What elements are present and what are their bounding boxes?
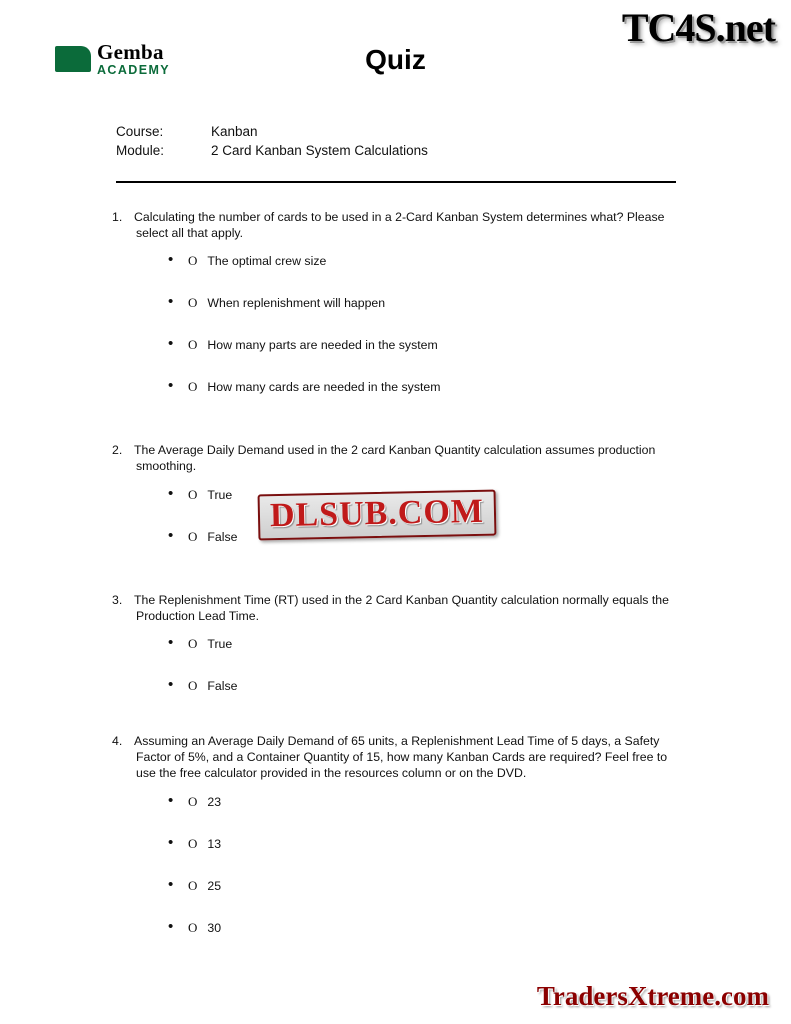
radio-icon[interactable]: • O	[188, 486, 198, 502]
radio-icon[interactable]: • O	[188, 253, 198, 269]
section-spacer	[116, 720, 686, 734]
radio-icon[interactable]: • O	[188, 295, 198, 311]
radio-icon[interactable]: • O	[188, 919, 198, 935]
option-label: 23	[207, 794, 222, 809]
options-list	[116, 636, 686, 694]
question-number: 4.	[112, 734, 123, 749]
option-label: 25	[207, 878, 222, 893]
option-label: False	[207, 529, 238, 544]
option-label: True	[207, 637, 233, 652]
module-value: 2 Card Kanban System Calculations	[211, 143, 428, 158]
header-divider	[116, 181, 676, 183]
section-spacer	[116, 421, 686, 443]
option-label: 30	[207, 920, 222, 935]
option-item[interactable]	[188, 253, 686, 269]
option-label: True	[207, 487, 233, 502]
option-label: How many cards are needed in the system	[207, 380, 441, 395]
option-label: 13	[207, 836, 222, 851]
radio-icon[interactable]: • O	[188, 528, 198, 544]
radio-icon[interactable]: • O	[188, 379, 198, 395]
radio-icon[interactable]: • O	[188, 337, 198, 353]
meta-row-course	[116, 124, 428, 139]
radio-icon[interactable]: • O	[188, 835, 198, 851]
watermark-bottom-right: TradersXtreme.com	[536, 981, 769, 1011]
question-body: Assuming an Average Daily Demand of 65 units, a Replenishment Lead Time of 5 days, a Safety Factor of 5%, and a Container Quantity of 15, how many Kanban Cards are required? Feel free to use the free calculator provided in the resources column or on the DVD.	[134, 734, 668, 780]
radio-icon[interactable]: • O	[188, 793, 198, 809]
question-text	[112, 592, 686, 624]
logo-primary-text: Gemba	[97, 40, 164, 64]
course-label: Course:	[116, 124, 164, 139]
option-item[interactable]	[188, 878, 686, 894]
logo-secondary-text: ACADEMY	[97, 63, 170, 77]
option-label: False	[207, 679, 238, 694]
option-label: How many parts are needed in the system	[207, 338, 438, 353]
option-item[interactable]	[188, 920, 686, 936]
options-list	[116, 253, 686, 395]
questions-list	[112, 210, 686, 962]
question-body: Calculating the number of cards to be used in a 2-Card Kanban System determines what? Please select all that apply.	[134, 210, 665, 240]
question-number: 2.	[112, 443, 123, 458]
question-body: The Average Daily Demand used in the 2 card Kanban Quantity calculation assumes production smoothing.	[134, 443, 656, 474]
page-title: Quiz	[365, 44, 426, 75]
option-item[interactable]	[188, 379, 686, 395]
module-label: Module:	[116, 143, 165, 158]
meta-row-module	[116, 143, 428, 158]
question-text	[112, 734, 686, 781]
radio-icon[interactable]: • O	[188, 636, 198, 652]
options-list	[116, 794, 686, 936]
question-block	[112, 592, 686, 694]
option-item[interactable]	[188, 794, 686, 810]
radio-icon[interactable]: • O	[188, 877, 198, 893]
option-item[interactable]	[188, 636, 686, 652]
option-label: When replenishment will happen	[207, 296, 386, 311]
question-text	[112, 210, 686, 241]
question-number: 1.	[112, 210, 123, 224]
section-spacer	[116, 571, 686, 593]
question-number: 3.	[112, 592, 123, 607]
option-item[interactable]	[188, 337, 686, 353]
course-value: Kanban	[211, 124, 258, 139]
option-item[interactable]	[188, 295, 686, 311]
question-block	[112, 734, 686, 935]
quiz-meta	[116, 124, 428, 162]
option-item[interactable]	[188, 678, 686, 694]
option-item[interactable]	[188, 836, 686, 852]
watermark-top-right: TC4S.net	[621, 5, 775, 50]
option-label: The optimal crew size	[207, 254, 327, 269]
watermark-center: DLSUB.COM	[258, 490, 497, 541]
question-body: The Replenishment Time (RT) used in the 2 Card Kanban Quantity calculation normally equals the Production Lead Time.	[134, 592, 669, 623]
question-text	[112, 443, 686, 474]
radio-icon[interactable]: • O	[188, 678, 198, 694]
question-block	[112, 210, 686, 395]
